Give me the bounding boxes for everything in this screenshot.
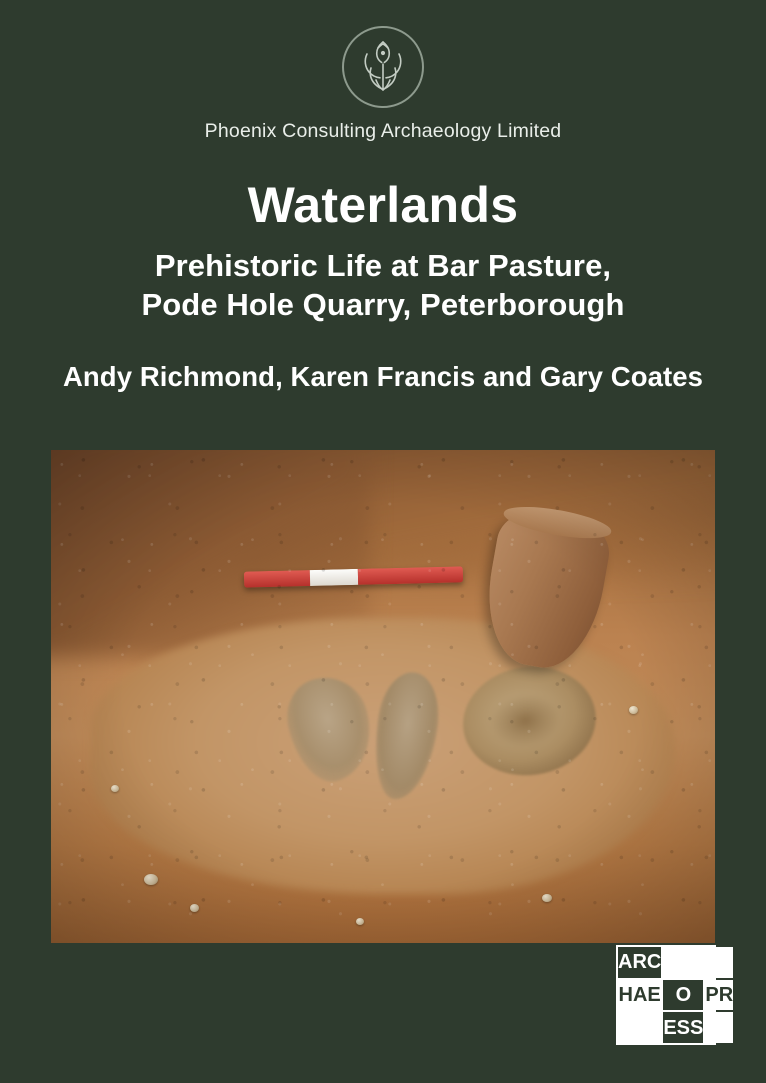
archaeopress-cell-blank-1 [663, 947, 703, 978]
subtitle-line-1: Prehistoric Life at Bar Pasture, [154, 247, 612, 283]
archaeopress-cell-blank-3 [618, 1012, 661, 1043]
phoenix-roundel-logo [340, 24, 426, 110]
page-title: Waterlands [247, 177, 519, 233]
archaeopress-cell-blank-4 [705, 1012, 733, 1043]
archaeopress-cell-o: O [663, 980, 703, 1011]
archaeopress-cell-pr: PR [705, 980, 733, 1011]
subtitle [0, 246, 766, 325]
archaeopress-cell-hae: HAE [618, 980, 661, 1011]
title-block [0, 179, 766, 393]
subtitle-line-2: Pode Hole Quarry, Peterborough [141, 287, 625, 323]
archaeopress-cell-blank-2 [705, 947, 733, 978]
cover-photograph [51, 450, 715, 943]
archaeopress-cell-ess: ESS [663, 1012, 703, 1043]
photo-vignette [51, 450, 715, 943]
archaeopress-cell-arc: ARC [618, 947, 661, 978]
archaeopress-logo [616, 945, 734, 1045]
publisher-name: Phoenix Consulting Archaeology Limited [204, 120, 562, 142]
authors: Andy Richmond, Karen Francis and Gary Coates [62, 360, 704, 392]
